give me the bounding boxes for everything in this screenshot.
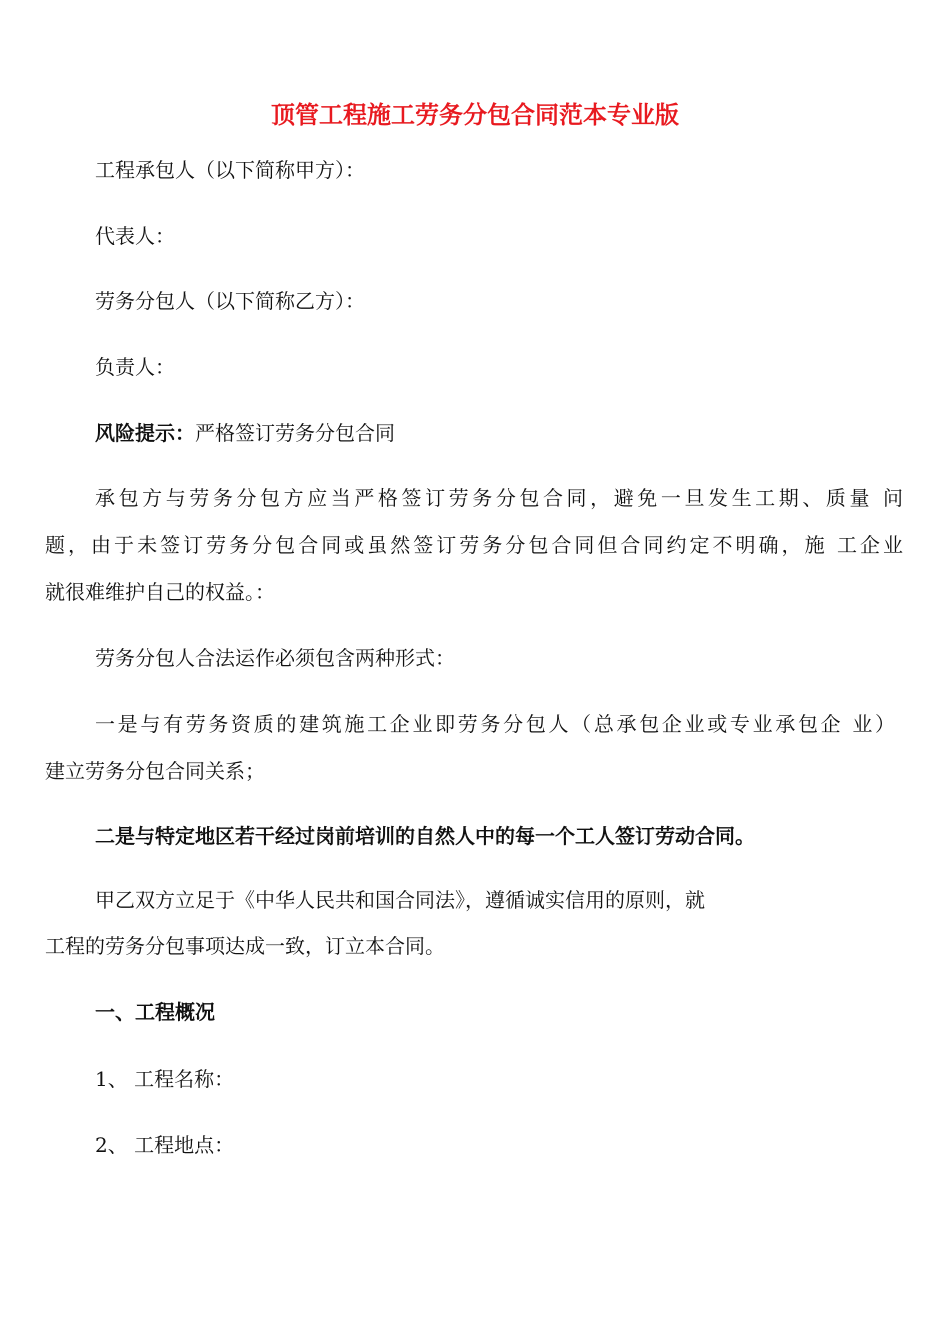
representative-label: 代表人： (95, 224, 175, 248)
party-b-label: 劳务分包人（以下简称乙方）： (95, 289, 365, 313)
paragraph-line: 承包方与劳务分包方应当严格签订劳务分包合同，避免一旦发生工期、质量 问 (95, 486, 903, 510)
responsible-label: 负责人： (95, 355, 175, 379)
risk-notice-label: 风险提示： (95, 421, 195, 445)
section-heading: 一、工程概况 (95, 1000, 215, 1024)
paragraph-line: 一是与有劳务资质的建筑施工企业即劳务分包人（总承包企业或专业承包企 业） (95, 712, 895, 736)
paragraph-line: 甲乙双方立足于《中华人民共和国合同法》，遵循诚实信用的原则，就 (95, 888, 705, 912)
paragraph-line: 建立劳务分包合同关系； (45, 759, 265, 783)
paragraph-line: 就很难维护自己的权益。： (45, 580, 275, 604)
paragraph-bold: 二是与特定地区若干经过岗前培训的自然人中的每一个工人签订劳动合同。 (95, 824, 755, 848)
risk-notice (95, 421, 395, 445)
paragraph-line: 工程的劳务分包事项达成一致，订立本合同。 (45, 934, 445, 958)
document-title: 顶管工程施工劳务分包合同范本专业版 (271, 101, 679, 129)
party-a-label: 工程承包人（以下简称甲方）： (95, 158, 365, 182)
risk-notice-text: 严格签订劳务分包合同 (195, 421, 395, 445)
list-item: 2、 工程地点： (95, 1133, 235, 1157)
paragraph-line: 题，由于未签订劳务分包合同或虽然签订劳务分包合同但合同约定不明确，施 工企业 (45, 533, 903, 557)
list-item: 1、 工程名称： (95, 1067, 235, 1091)
paragraph: 劳务分包人合法运作必须包含两种形式： (95, 646, 455, 670)
